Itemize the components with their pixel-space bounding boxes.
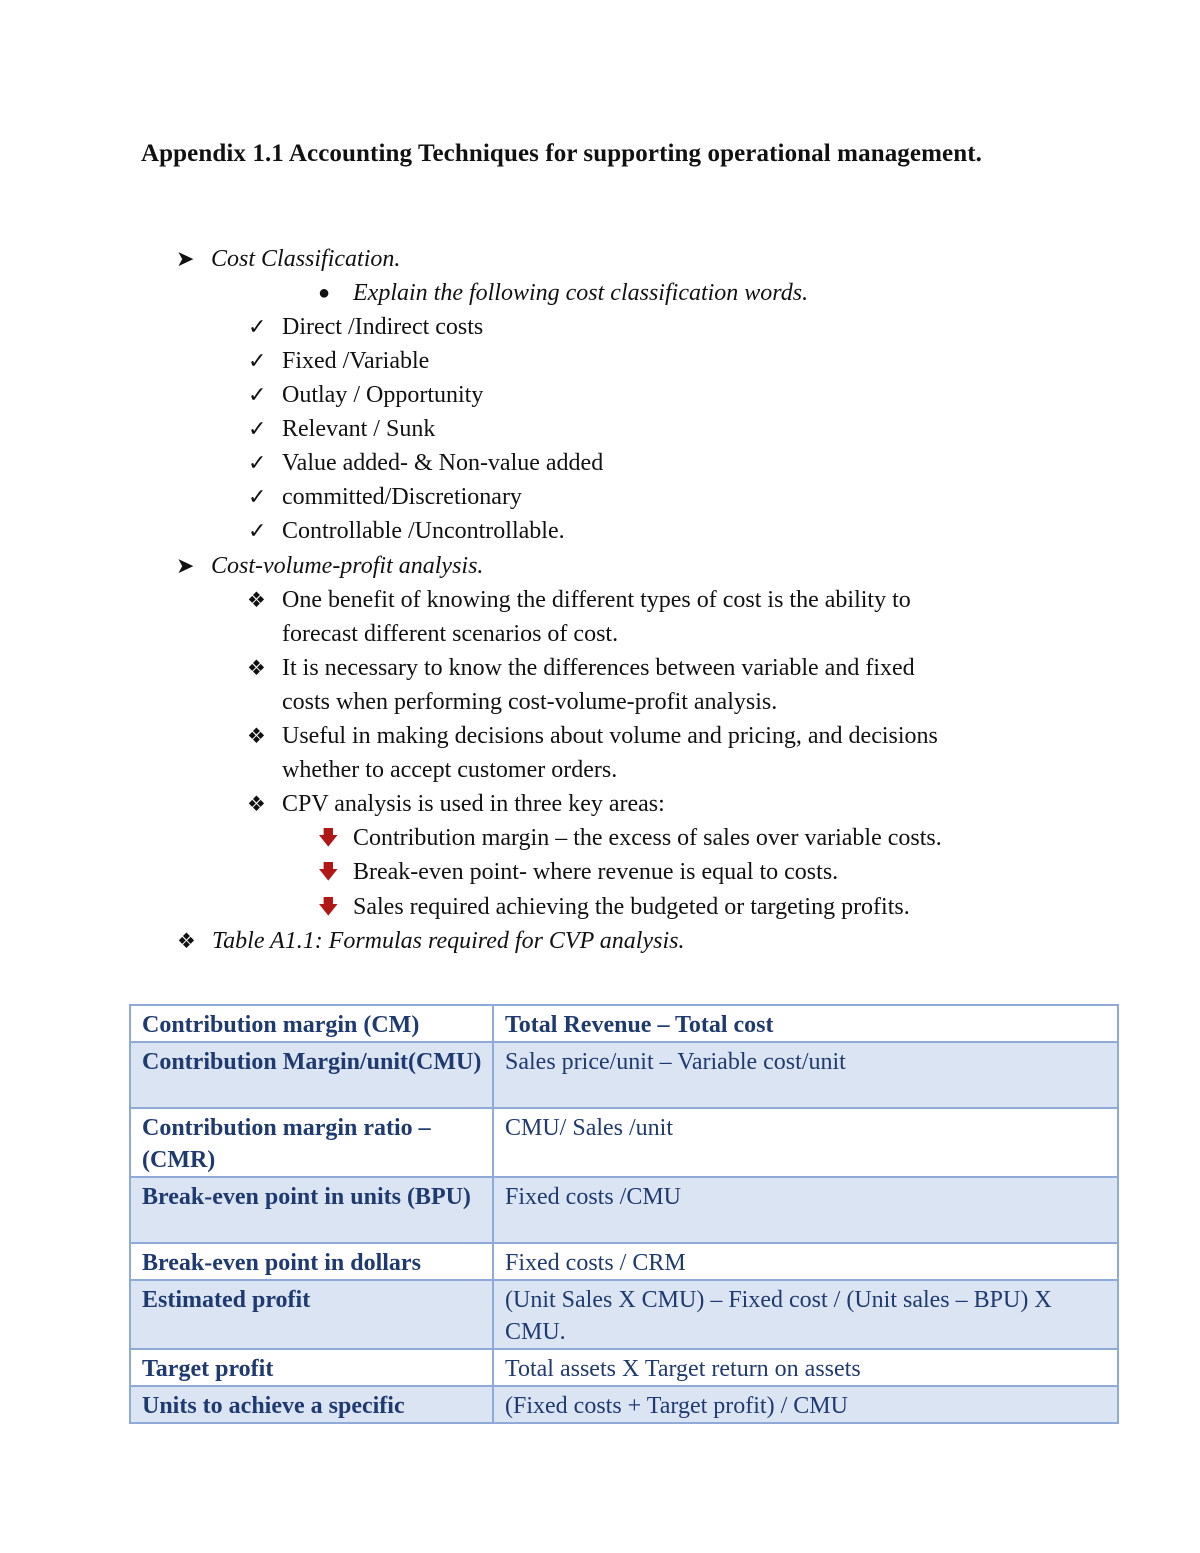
list-item: Outlay / Opportunity (282, 382, 484, 408)
down-arrow-bullet-icon: 🡇 (318, 896, 339, 918)
cvp-formulas-table (129, 1004, 1119, 1424)
table-formula: (Unit Sales X CMU) – Fixed cost / (Unit sales – BPU) X CMU. (493, 1280, 1118, 1349)
table-term: Break-even point in dollars (130, 1243, 493, 1280)
table-row (130, 1386, 1118, 1423)
table-row (130, 1108, 1118, 1177)
list-item: One benefit of knowing the different types of cost is the ability to (282, 587, 911, 613)
table-formula: CMU/ Sales /unit (493, 1108, 1118, 1177)
diamond-bullet-icon: ❖ (247, 724, 266, 748)
table-row (130, 1042, 1118, 1108)
list-item-continuation: forecast different scenarios of cost. (282, 621, 619, 647)
table-term: Estimated profit (130, 1280, 493, 1349)
list-item: Break-even point- where revenue is equal to costs. (353, 859, 839, 885)
list-item: Controllable /Uncontrollable. (282, 518, 565, 544)
section-heading-cost-classification: Cost Classification. (211, 246, 401, 272)
check-icon: ✓ (248, 382, 267, 407)
down-arrow-bullet-icon: 🡇 (318, 861, 339, 883)
table-formula: Total Revenue – Total cost (493, 1005, 1118, 1042)
table-formula: Fixed costs /CMU (493, 1177, 1118, 1243)
table-row (130, 1243, 1118, 1280)
diamond-bullet-icon: ❖ (247, 588, 266, 612)
table-term: Contribution margin (CM) (130, 1005, 493, 1042)
arrow-bullet-icon: ➤ (176, 553, 195, 578)
check-icon: ✓ (248, 416, 267, 441)
table-formula: Total assets X Target return on assets (493, 1349, 1118, 1386)
table-row (130, 1005, 1118, 1042)
table-row (130, 1349, 1118, 1386)
page-title: Appendix 1.1 Accounting Techniques for supporting operational management. (141, 140, 982, 167)
table-term: Break-even point in units (BPU) (130, 1177, 493, 1243)
check-icon: ✓ (248, 348, 267, 373)
section-heading-cvp: Cost-volume-profit analysis. (211, 553, 484, 579)
list-item: Fixed /Variable (282, 348, 430, 374)
diamond-bullet-icon: ❖ (247, 656, 266, 680)
down-arrow-bullet-icon: 🡇 (318, 827, 339, 849)
dot-bullet-icon: ● (318, 282, 331, 304)
diamond-bullet-icon: ❖ (247, 792, 266, 816)
list-item: CPV analysis is used in three key areas: (282, 791, 665, 817)
list-item: Direct /Indirect costs (282, 314, 484, 340)
list-item: Sales required achieving the budgeted or targeting profits. (353, 894, 910, 920)
table-caption: Table A1.1: Formulas required for CVP analysis. (212, 928, 685, 954)
list-item: Value added- & Non-value added (282, 450, 604, 476)
list-item: Useful in making decisions about volume and pricing, and decisions (282, 723, 938, 749)
table-formula: Fixed costs / CRM (493, 1243, 1118, 1280)
list-item-continuation: whether to accept customer orders. (282, 757, 618, 783)
check-icon: ✓ (248, 314, 267, 339)
table-term: Contribution Margin/unit(CMU) (130, 1042, 493, 1108)
table-row (130, 1280, 1118, 1349)
list-item: Contribution margin – the excess of sales over variable costs. (353, 825, 942, 851)
list-item: It is necessary to know the differences between variable and fixed (282, 655, 915, 681)
table-term: Units to achieve a specific (130, 1386, 493, 1423)
table-term: Contribution margin ratio – (CMR) (130, 1108, 493, 1177)
check-icon: ✓ (248, 484, 267, 509)
check-icon: ✓ (248, 518, 267, 543)
check-icon: ✓ (248, 450, 267, 475)
arrow-bullet-icon: ➤ (176, 246, 195, 271)
cost-classification-instruction: Explain the following cost classification words. (353, 280, 809, 306)
table-term: Target profit (130, 1349, 493, 1386)
diamond-bullet-icon: ❖ (177, 929, 196, 953)
table-row (130, 1177, 1118, 1243)
list-item-continuation: costs when performing cost-volume-profit analysis. (282, 689, 778, 715)
table-formula: Sales price/unit – Variable cost/unit (493, 1042, 1118, 1108)
list-item: Relevant / Sunk (282, 416, 436, 442)
table-formula: (Fixed costs + Target profit) / CMU (493, 1386, 1118, 1423)
list-item: committed/Discretionary (282, 484, 522, 510)
